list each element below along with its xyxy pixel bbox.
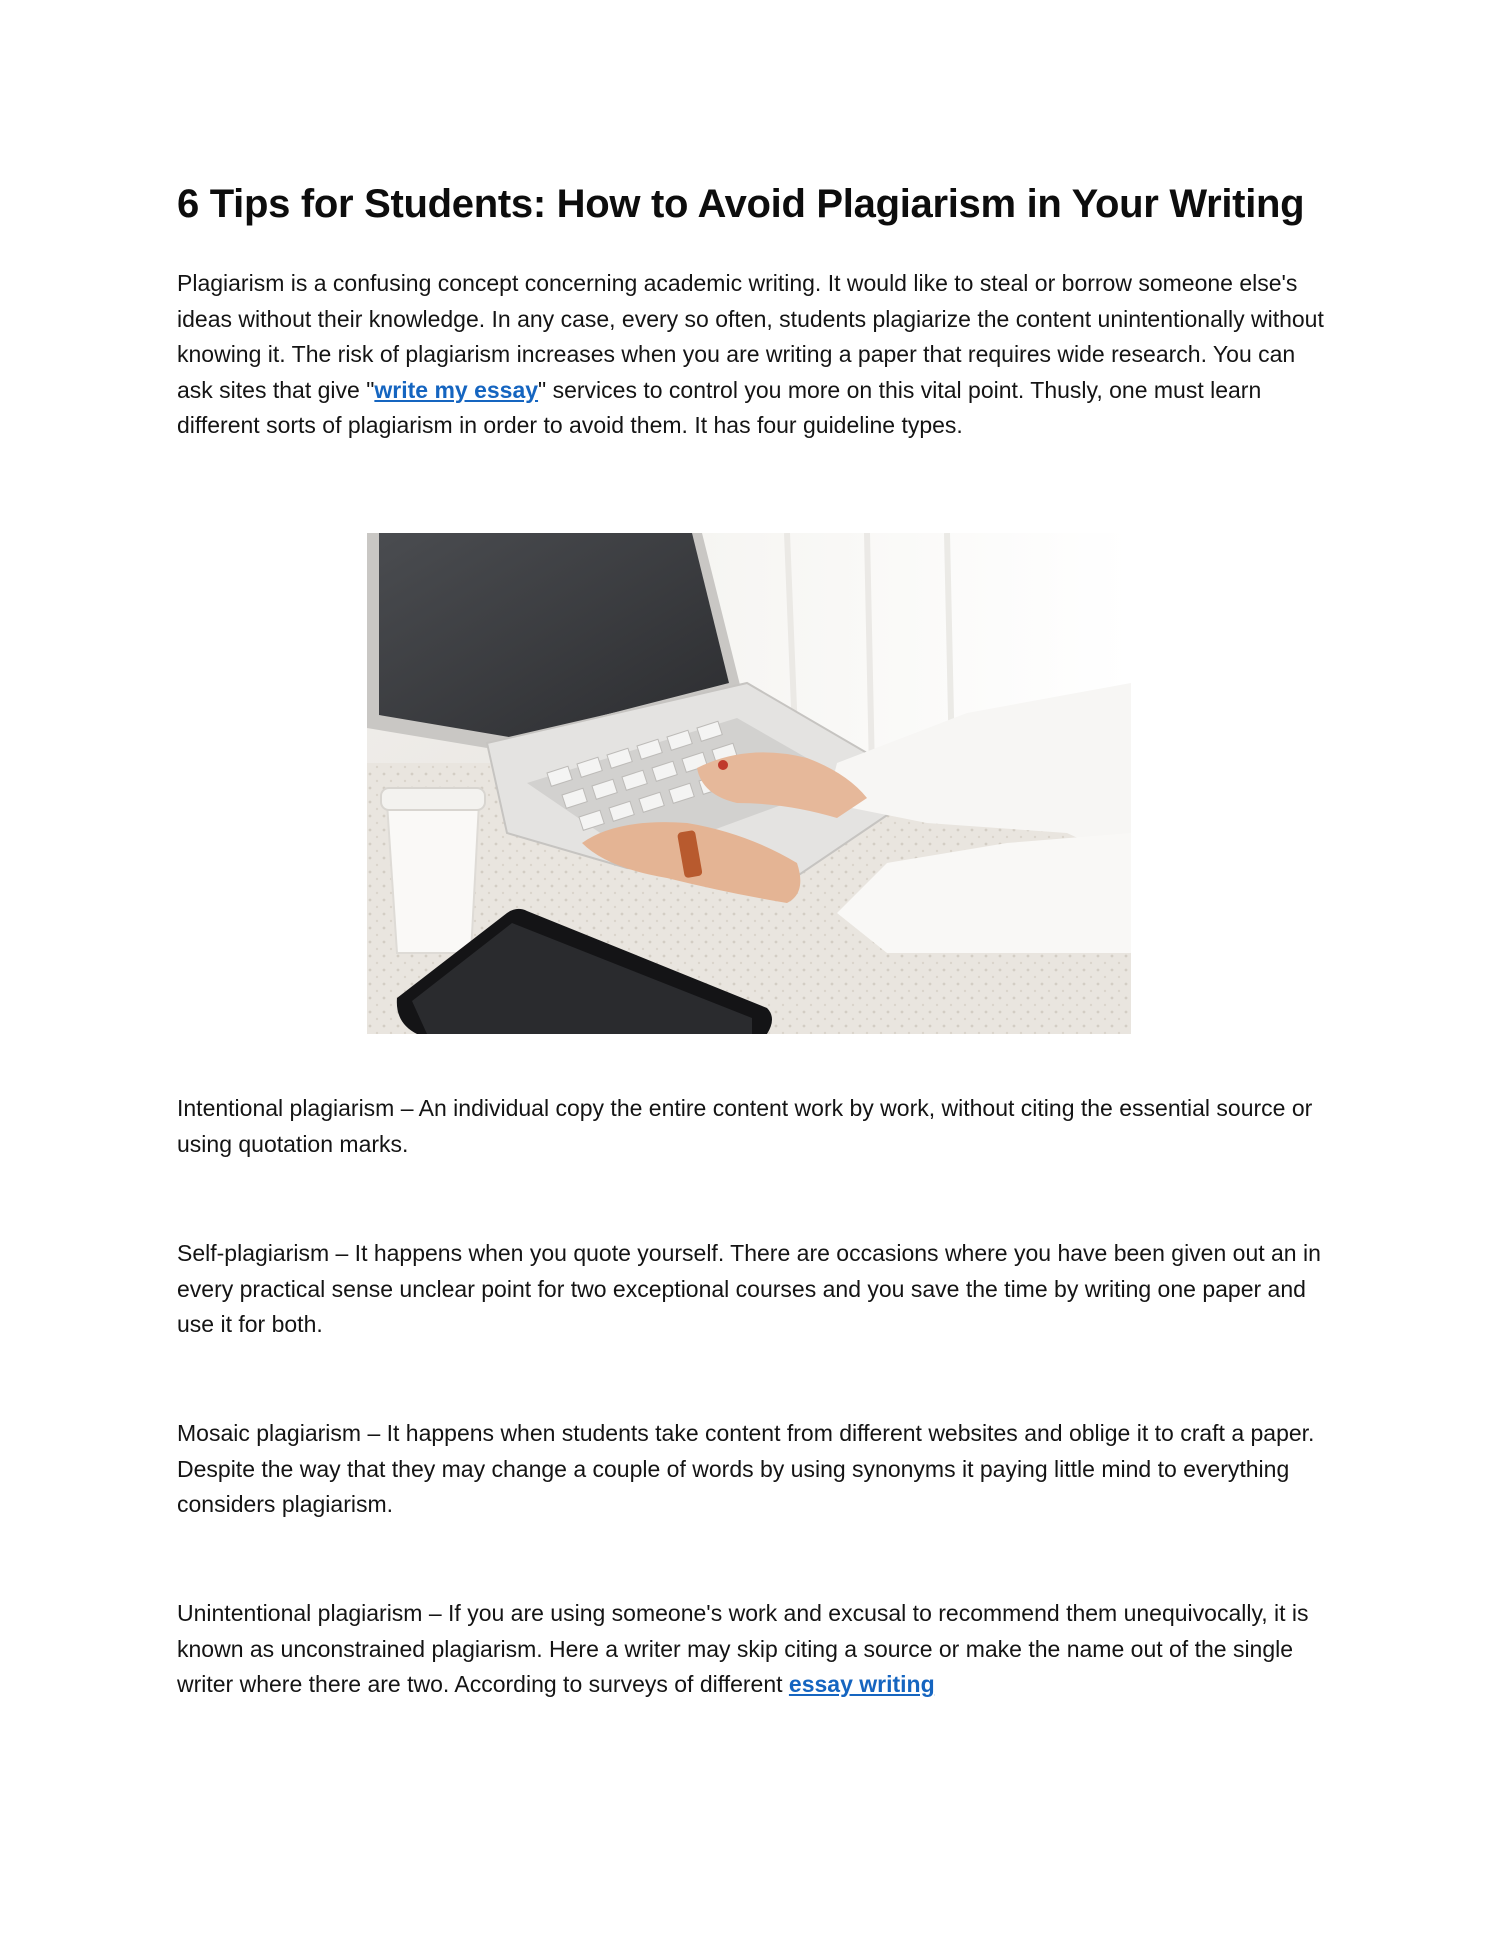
unintentional-text: Unintentional plagiarism – If you are using someone's work and excusal to recommend them unequivocally, it is known as unconstrained plagiarism. Here a writer may skip citing a source or make the name out of the single writer where there are two. According to surveys of different <box>177 1600 1309 1697</box>
intro-paragraph <box>177 266 1337 444</box>
page-title: 6 Tips for Students: How to Avoid Plagiarism in Your Writing <box>177 182 1305 226</box>
self-plagiarism-paragraph: Self-plagiarism – It happens when you quote yourself. There are occasions where you have been given out an in every practical sense unclear point for two exceptional courses and you save the time by writing one paper and use it for both. <box>177 1240 1321 1337</box>
intro-text-end: " services to control you more on this vital point. Thusly, one must learn different sorts of plagiarism in order to avoid them. It has four guideline types. <box>177 376 1262 438</box>
essay-writing-link[interactable]: essay writing <box>788 1671 935 1697</box>
intentional-plagiarism-paragraph: Intentional plagiarism – An individual copy the entire content work by work, without citing the essential source or using quotation marks. <box>177 1095 1313 1157</box>
write-my-essay-link[interactable]: write my essay <box>374 376 539 403</box>
mosaic-plagiarism-paragraph: Mosaic plagiarism – It happens when students take content from different websites and oblige it to craft a paper. Despite the way that they may change a couple of words by using synonyms it paying little mind to everything considers plagiarism. <box>177 1420 1315 1517</box>
laptop-typing-photo <box>367 533 1131 1034</box>
intro-text-start: Plagiarism is a confusing concept concerning academic writing. It would like to steal or borrow someone else's ideas without their knowledge. In any case, every so often, students plagiarize the content unintentionally without knowing it. The risk of plagiarism increases when you are writing a paper that requires wide research. You can ask sites that give " <box>177 270 1324 403</box>
unintentional-plagiarism-paragraph <box>177 1596 1337 1703</box>
